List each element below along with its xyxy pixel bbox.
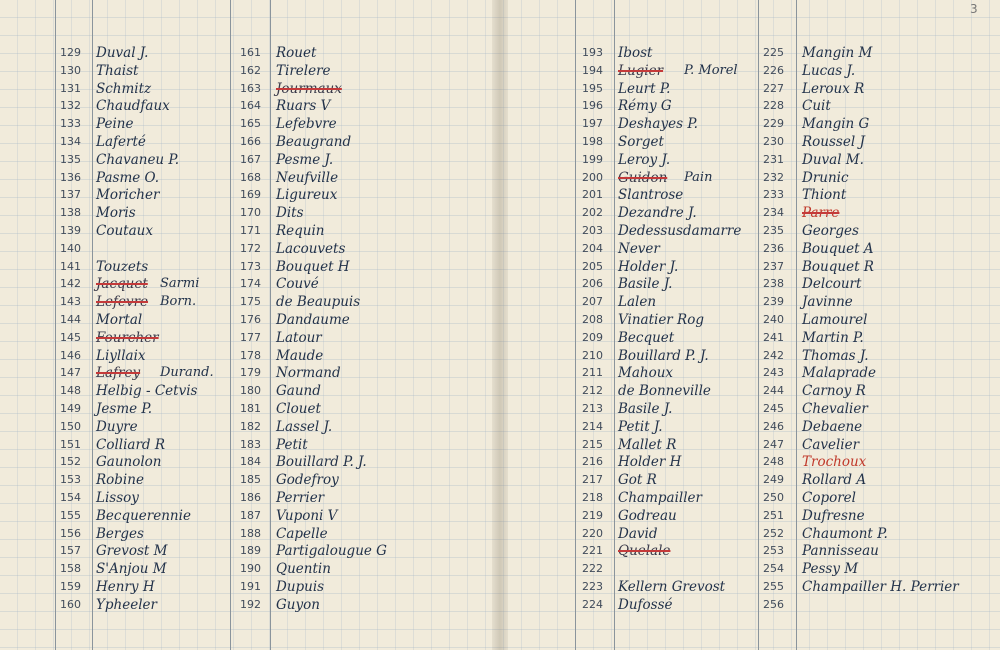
entry-number: 200 bbox=[582, 170, 603, 184]
entry-name: Pesme J. bbox=[276, 151, 334, 168]
entry-name: Jourmaux bbox=[276, 80, 342, 97]
entry-number: 216 bbox=[582, 455, 603, 469]
entry-name: Touzets bbox=[96, 258, 149, 275]
entry-name: Thaist bbox=[96, 62, 139, 79]
entry-number: 251 bbox=[763, 508, 784, 522]
entry-number: 206 bbox=[582, 277, 603, 291]
entry-name: Vinatier Rog bbox=[618, 312, 704, 328]
entry-number: 244 bbox=[763, 384, 784, 398]
entry-name: Duyre bbox=[96, 418, 138, 435]
entry-name: Gaunolon bbox=[96, 454, 162, 471]
entry-name: Dupuis bbox=[276, 579, 325, 595]
entry-name: Ibost bbox=[618, 45, 653, 61]
entry-note: Pain bbox=[684, 169, 713, 185]
entry-name: Ruars V bbox=[276, 98, 331, 115]
entry-name: Rouet bbox=[276, 45, 317, 61]
entry-name: Lissoy bbox=[96, 490, 139, 506]
entry-name: Delcourt bbox=[802, 276, 862, 293]
entry-number: 147 bbox=[60, 366, 81, 380]
entry-name: Petit J. bbox=[618, 418, 663, 435]
entry-number: 209 bbox=[582, 330, 603, 344]
entry-name: Latour bbox=[276, 329, 322, 346]
entry-number: 202 bbox=[582, 206, 603, 220]
entry-name: Bouquet A bbox=[802, 240, 874, 257]
entry-name: Godefroy bbox=[276, 472, 339, 489]
entry-name: Grevost M bbox=[96, 543, 168, 560]
entry-number: 130 bbox=[60, 63, 81, 77]
entry-number: 132 bbox=[60, 99, 81, 113]
entry-name: Clouet bbox=[276, 401, 321, 417]
entry-name: Lugier bbox=[618, 62, 664, 79]
entry-number: 211 bbox=[582, 366, 603, 380]
entry-name: Helbig - Cetvis bbox=[96, 383, 198, 400]
entry-number: 238 bbox=[763, 277, 784, 291]
entry-name: Rémy G bbox=[618, 98, 672, 115]
entry-number: 207 bbox=[582, 295, 603, 309]
entry-name: Cavelier bbox=[802, 436, 860, 453]
entry-number: 146 bbox=[60, 348, 81, 362]
entry-number: 232 bbox=[763, 170, 784, 184]
entry-number: 198 bbox=[582, 135, 603, 148]
entry-name: Dandaume bbox=[276, 312, 350, 328]
margin-rule bbox=[796, 0, 797, 650]
entry-name: Quentin bbox=[276, 561, 331, 578]
entry-number: 157 bbox=[60, 544, 81, 558]
entry-number: 235 bbox=[763, 224, 784, 237]
entry-number: 151 bbox=[60, 437, 81, 451]
entry-name: Quelale bbox=[618, 543, 671, 560]
entry-name: Pessy M bbox=[802, 561, 859, 578]
entry-name: Beaugrand bbox=[276, 134, 352, 150]
entry-note: Born. bbox=[160, 294, 197, 310]
entry-number: 141 bbox=[60, 259, 81, 273]
entry-name: Partigalougue G bbox=[276, 543, 387, 560]
entry-name: Mangin G bbox=[802, 116, 870, 133]
entry-name: Chaudfaux bbox=[96, 98, 170, 115]
entry-name: Leroy J. bbox=[618, 151, 671, 168]
entry-number: 212 bbox=[582, 384, 603, 398]
entry-name: Thiont bbox=[802, 187, 847, 204]
entry-number: 142 bbox=[60, 277, 81, 291]
margin-rule bbox=[758, 0, 759, 650]
entry-number: 168 bbox=[240, 170, 261, 184]
entry-number: 192 bbox=[240, 597, 261, 611]
margin-rule bbox=[270, 0, 271, 650]
entry-number: 145 bbox=[60, 330, 81, 344]
entry-number: 183 bbox=[240, 437, 261, 451]
entry-name: Mortal bbox=[96, 312, 143, 328]
entry-name: Bouquet R bbox=[802, 258, 874, 275]
entry-number: 246 bbox=[763, 419, 784, 433]
entry-number: 182 bbox=[240, 419, 261, 433]
entry-number: 240 bbox=[763, 313, 784, 326]
entry-name: Gaund bbox=[276, 383, 321, 400]
entry-number: 193 bbox=[582, 46, 603, 59]
entry-number: 185 bbox=[240, 473, 261, 487]
entry-number: 165 bbox=[240, 117, 261, 131]
entry-number: 234 bbox=[763, 206, 784, 220]
entry-number: 152 bbox=[60, 455, 81, 469]
entry-name: Duval J. bbox=[96, 45, 149, 61]
entry-number: 129 bbox=[60, 46, 81, 59]
entry-name: Thomas J. bbox=[802, 347, 869, 364]
entry-name: de Bonneville bbox=[618, 383, 711, 400]
entry-number: 199 bbox=[582, 152, 603, 166]
entry-number: 194 bbox=[582, 63, 603, 77]
entry-number: 226 bbox=[763, 63, 784, 77]
entry-number: 241 bbox=[763, 330, 784, 344]
margin-rule bbox=[55, 0, 56, 650]
entry-number: 133 bbox=[60, 117, 81, 131]
entry-name: Champailler H. Perrier bbox=[802, 579, 959, 595]
entry-number: 184 bbox=[240, 455, 261, 469]
entry-name: Rollard A bbox=[802, 472, 867, 489]
entry-name: Ligureux bbox=[276, 187, 338, 204]
entry-number: 205 bbox=[582, 259, 603, 273]
entry-number: 201 bbox=[582, 188, 603, 202]
entry-name: Requin bbox=[276, 223, 325, 239]
entry-number: 247 bbox=[763, 437, 784, 451]
entry-number: 144 bbox=[60, 313, 81, 326]
entry-name: Normand bbox=[276, 365, 341, 382]
entry-name: Bouillard P. J. bbox=[618, 347, 709, 364]
entry-number: 252 bbox=[763, 526, 784, 540]
entry-name: Mahoux bbox=[618, 365, 674, 382]
entry-name: Dufossé bbox=[618, 596, 673, 613]
entry-name: Carnoy R bbox=[802, 383, 866, 400]
entry-number: 253 bbox=[763, 544, 784, 558]
entry-number: 236 bbox=[763, 241, 784, 255]
entry-number: 256 bbox=[763, 597, 784, 611]
entry-number: 237 bbox=[763, 259, 784, 273]
entry-number: 190 bbox=[240, 562, 261, 576]
entry-name: S'Anjou M bbox=[96, 561, 167, 578]
entry-name: Parre bbox=[802, 205, 840, 222]
entry-number: 248 bbox=[763, 455, 784, 469]
entry-number: 208 bbox=[582, 313, 603, 326]
entry-number: 196 bbox=[582, 99, 603, 113]
entry-name: Chevalier bbox=[802, 401, 868, 417]
entry-number: 195 bbox=[582, 81, 603, 95]
entry-name: Jesme P. bbox=[96, 401, 153, 417]
entry-name: Perrier bbox=[276, 490, 325, 506]
entry-name: Holder H bbox=[618, 454, 682, 471]
entry-number: 174 bbox=[240, 277, 261, 291]
entry-number: 170 bbox=[240, 206, 261, 220]
entry-name: Becquet bbox=[618, 329, 675, 346]
entry-name: Chavaneu P. bbox=[96, 151, 180, 168]
entry-name: Robine bbox=[96, 472, 144, 489]
entry-number: 149 bbox=[60, 402, 81, 415]
entry-name: Roussel J bbox=[802, 134, 865, 150]
entry-name: de Beaupuis bbox=[276, 294, 361, 311]
entry-number: 203 bbox=[582, 224, 603, 237]
entry-number: 163 bbox=[240, 81, 261, 95]
entry-number: 229 bbox=[763, 117, 784, 131]
entry-name: Holder J. bbox=[618, 258, 679, 275]
entry-number: 171 bbox=[240, 224, 261, 237]
margin-rule bbox=[614, 0, 615, 650]
entry-name: Jacquet bbox=[96, 276, 148, 293]
entry-name: Godreau bbox=[618, 507, 677, 524]
entry-name: Laferté bbox=[96, 134, 146, 150]
entry-number: 177 bbox=[240, 330, 261, 344]
entry-name: Duval M. bbox=[802, 151, 864, 168]
entry-number: 169 bbox=[240, 188, 261, 202]
entry-number: 162 bbox=[240, 63, 261, 77]
entry-number: 178 bbox=[240, 348, 261, 362]
entry-name: Dufresne bbox=[802, 507, 865, 524]
entry-number: 231 bbox=[763, 152, 784, 166]
entry-number: 158 bbox=[60, 562, 81, 576]
entry-number: 197 bbox=[582, 117, 603, 131]
entry-name: Bouquet H bbox=[276, 258, 350, 275]
entry-number: 138 bbox=[60, 206, 81, 220]
entry-name: Petit bbox=[276, 436, 308, 453]
entry-number: 219 bbox=[582, 508, 603, 522]
entry-name: Champailler bbox=[618, 490, 702, 506]
entry-name: Neufville bbox=[276, 169, 339, 186]
entry-name: Coutaux bbox=[96, 223, 153, 239]
entry-name: Mallet R bbox=[618, 436, 677, 453]
entry-number: 230 bbox=[763, 135, 784, 148]
entry-number: 143 bbox=[60, 295, 81, 309]
entry-name: Debaene bbox=[802, 418, 863, 435]
entry-number: 176 bbox=[240, 313, 261, 326]
entry-number: 154 bbox=[60, 491, 81, 504]
entry-name: Moris bbox=[96, 205, 136, 222]
entry-note: Sarmi bbox=[160, 276, 200, 292]
entry-number: 167 bbox=[240, 152, 261, 166]
page-marker: 3 bbox=[970, 2, 978, 16]
entry-name: Lafrey bbox=[96, 365, 141, 382]
entry-number: 191 bbox=[240, 580, 261, 593]
entry-name: Cuit bbox=[802, 98, 831, 115]
entry-number: 215 bbox=[582, 437, 603, 451]
entry-number: 243 bbox=[763, 366, 784, 380]
entry-name: Capelle bbox=[276, 525, 328, 542]
entry-number: 180 bbox=[240, 384, 261, 398]
entry-number: 218 bbox=[582, 491, 603, 504]
entry-name: Malaprade bbox=[802, 365, 877, 382]
entry-name: Trochoux bbox=[802, 454, 867, 471]
entry-number: 217 bbox=[582, 473, 603, 487]
entry-name: Lacouvets bbox=[276, 240, 346, 257]
entry-note: P. Morel bbox=[684, 62, 738, 78]
entry-number: 233 bbox=[763, 188, 784, 202]
entry-name: Slantrose bbox=[618, 187, 684, 204]
entry-name: Maude bbox=[276, 347, 324, 364]
entry-number: 187 bbox=[240, 508, 261, 522]
entry-name: Deshayes P. bbox=[618, 116, 698, 133]
entry-number: 135 bbox=[60, 152, 81, 166]
entry-number: 255 bbox=[763, 580, 784, 593]
entry-name: Moricher bbox=[96, 187, 160, 204]
entry-number: 222 bbox=[582, 562, 603, 576]
entry-number: 239 bbox=[763, 295, 784, 309]
entry-number: 179 bbox=[240, 366, 261, 380]
entry-number: 173 bbox=[240, 259, 261, 273]
entry-number: 140 bbox=[60, 241, 81, 255]
entry-number: 210 bbox=[582, 348, 603, 362]
entry-number: 204 bbox=[582, 241, 603, 255]
entry-name: Berges bbox=[96, 525, 144, 542]
entry-name: Lefevre bbox=[96, 294, 149, 311]
entry-number: 164 bbox=[240, 99, 261, 113]
entry-name: Drunic bbox=[802, 169, 849, 186]
entry-number: 161 bbox=[240, 46, 261, 59]
entry-name: Kellern Grevost bbox=[618, 579, 726, 595]
entry-name: Lamourel bbox=[802, 312, 868, 328]
entry-number: 156 bbox=[60, 526, 81, 540]
entry-name: Schmitz bbox=[96, 80, 152, 97]
entry-number: 181 bbox=[240, 402, 261, 415]
entry-number: 249 bbox=[763, 473, 784, 487]
page-fold bbox=[492, 0, 508, 650]
margin-rule bbox=[92, 0, 93, 650]
entry-name: Guidon bbox=[618, 169, 668, 186]
entry-number: 221 bbox=[582, 544, 603, 558]
entry-name: Martin P. bbox=[802, 329, 864, 346]
entry-name: Never bbox=[618, 240, 660, 257]
entry-number: 150 bbox=[60, 419, 81, 433]
entry-number: 188 bbox=[240, 526, 261, 540]
entry-name: Georges bbox=[802, 223, 859, 239]
entry-number: 166 bbox=[240, 135, 261, 148]
entry-name: Got R bbox=[618, 472, 657, 489]
entry-name: Tirelere bbox=[276, 62, 331, 79]
entry-name: Coporel bbox=[802, 490, 856, 506]
entry-number: 155 bbox=[60, 508, 81, 522]
entry-number: 189 bbox=[240, 544, 261, 558]
entry-name: Lassel J. bbox=[276, 418, 333, 435]
entry-name: Leurt P. bbox=[618, 80, 671, 97]
entry-name: Lefebvre bbox=[276, 116, 337, 133]
entry-number: 186 bbox=[240, 491, 261, 504]
entry-number: 228 bbox=[763, 99, 784, 113]
entry-name: Liyllaix bbox=[96, 347, 146, 364]
entry-name: Henry H bbox=[96, 579, 155, 595]
entry-name: Dezandre J. bbox=[618, 205, 697, 222]
entry-name: Javinne bbox=[802, 294, 853, 311]
margin-rule bbox=[575, 0, 576, 650]
entry-number: 220 bbox=[582, 526, 603, 540]
entry-name: Dits bbox=[276, 205, 304, 222]
entry-name: Basile J. bbox=[618, 401, 673, 417]
entry-name: Colliard R bbox=[96, 436, 166, 453]
entry-number: 148 bbox=[60, 384, 81, 398]
entry-name: Lalen bbox=[618, 294, 657, 311]
entry-number: 213 bbox=[582, 402, 603, 415]
entry-name: Guyon bbox=[276, 596, 320, 613]
entry-name: Ypheeler bbox=[96, 596, 157, 613]
entry-name: Couvé bbox=[276, 276, 319, 293]
entry-name: Fourcher bbox=[96, 329, 159, 346]
entry-name: Mangin M bbox=[802, 45, 873, 61]
entry-note: Durand. bbox=[160, 365, 214, 381]
entry-number: 159 bbox=[60, 580, 81, 593]
entry-name: David bbox=[618, 525, 658, 542]
entry-number: 245 bbox=[763, 402, 784, 415]
entry-number: 139 bbox=[60, 224, 81, 237]
entry-number: 131 bbox=[60, 81, 81, 95]
entry-name: Vuponi V bbox=[276, 507, 338, 524]
entry-name: Dedessusdamarre bbox=[618, 223, 742, 239]
entry-name: Sorget bbox=[618, 134, 664, 150]
entry-number: 225 bbox=[763, 46, 784, 59]
entry-name: Pasme O. bbox=[96, 169, 160, 186]
entry-number: 224 bbox=[582, 597, 603, 611]
entry-number: 254 bbox=[763, 562, 784, 576]
entry-number: 153 bbox=[60, 473, 81, 487]
entry-name: Lucas J. bbox=[802, 62, 856, 79]
margin-rule bbox=[230, 0, 231, 650]
entry-name: Leroux R bbox=[802, 80, 865, 97]
entry-number: 175 bbox=[240, 295, 261, 309]
entry-number: 242 bbox=[763, 348, 784, 362]
entry-name: Becquerennie bbox=[96, 507, 191, 524]
entry-number: 134 bbox=[60, 135, 81, 148]
entry-number: 250 bbox=[763, 491, 784, 504]
entry-number: 214 bbox=[582, 419, 603, 433]
entry-name: Bouillard P. J. bbox=[276, 454, 367, 471]
entry-name: Peine bbox=[96, 116, 134, 133]
entry-number: 136 bbox=[60, 170, 81, 184]
entry-name: Pannisseau bbox=[802, 543, 879, 560]
entry-number: 137 bbox=[60, 188, 81, 202]
entry-name: Basile J. bbox=[618, 276, 673, 293]
entry-number: 160 bbox=[60, 597, 81, 611]
entry-number: 223 bbox=[582, 580, 603, 593]
entry-number: 227 bbox=[763, 81, 784, 95]
entry-number: 172 bbox=[240, 241, 261, 255]
entry-name: Chaumont P. bbox=[802, 525, 888, 542]
